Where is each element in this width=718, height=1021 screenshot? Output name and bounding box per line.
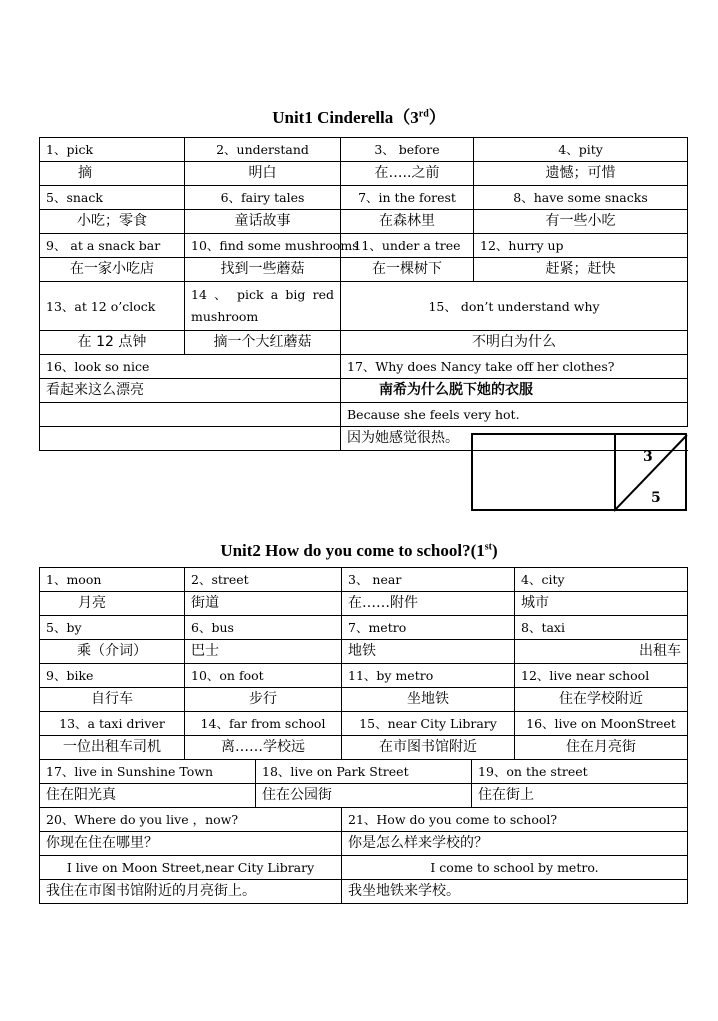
meaning-cell: 住在街上 [472, 784, 688, 808]
unit1-title-text: Unit1 Cinderella（3 [272, 108, 419, 127]
table-row [40, 760, 688, 784]
table-row [40, 664, 688, 688]
vocab-cell: 12、hurry up [474, 234, 688, 258]
meaning-cell: 在市图书馆附近 [342, 736, 515, 760]
table-row [40, 282, 688, 331]
table-row [40, 210, 688, 234]
meaning-cell: 赶紧；赶快 [474, 258, 688, 282]
meaning-cell: 离……学校远 [185, 736, 342, 760]
vocab-cell: 15、 don’t understand why [341, 282, 688, 331]
meaning-cell: 小吃；零食 [40, 210, 185, 234]
vocab-cell: 17、live in Sunshine Town [40, 760, 256, 784]
meaning-cell: 住在月亮街 [515, 736, 688, 760]
score-denominator: 5 [651, 490, 661, 506]
unit1-title [0, 103, 718, 128]
meaning-cell: 在……附件 [342, 592, 515, 616]
meaning-cell: 摘 [40, 162, 185, 186]
vocab-cell: 6、bus [185, 616, 342, 640]
meaning-cell: 自行车 [40, 688, 185, 712]
vocab-cell: 10、on foot [185, 664, 342, 688]
score-divider [614, 435, 616, 509]
unit1-vocab-table [39, 137, 688, 451]
table-row [40, 736, 688, 760]
meaning-cell: 童话故事 [185, 210, 341, 234]
vocab-cell: 5、by [40, 616, 185, 640]
meaning-cell: 巴士 [185, 640, 342, 664]
sentence-cell: I come to school by metro. [342, 856, 688, 880]
vocab-cell: 1、moon [40, 568, 185, 592]
sentence-cell: Because she feels very hot. [341, 403, 688, 427]
unit2-title-sup: st [484, 541, 492, 553]
empty-cell [40, 427, 341, 451]
table-row [40, 784, 688, 808]
unit2-title [0, 541, 718, 561]
unit2-vocab-table [39, 567, 688, 904]
vocab-cell: 8、taxi [515, 616, 688, 640]
table-row [40, 880, 688, 904]
vocab-cell: 10、find some mushrooms [185, 234, 341, 258]
score-box [471, 433, 687, 511]
table-row [40, 234, 688, 258]
meaning-cell: 出租车 [515, 640, 688, 664]
vocab-cell: 11、by metro [342, 664, 515, 688]
unit1-title-end: ） [428, 108, 446, 127]
meaning-cell: 城市 [515, 592, 688, 616]
meaning-cell: 地铁 [342, 640, 515, 664]
vocab-cell: 4、city [515, 568, 688, 592]
meaning-cell: 街道 [185, 592, 342, 616]
table-row [40, 832, 688, 856]
meaning-cell: 在森林里 [341, 210, 474, 234]
vocab-cell: 4、pity [474, 138, 688, 162]
vocab-cell: 14 、 pick a big red mushroom [185, 282, 341, 331]
meaning-cell: 步行 [185, 688, 342, 712]
vocab-cell: 3、 near [342, 568, 515, 592]
meaning-cell: 在一家小吃店 [40, 258, 185, 282]
meaning-cell: 在 12 点钟 [40, 331, 185, 355]
meaning-cell: 摘一个大红蘑菇 [185, 331, 341, 355]
meaning-cell: 不明白为什么 [341, 331, 688, 355]
sentence-meaning-cell: 你是怎么样来学校的？ [342, 832, 688, 856]
meaning-cell: 住在学校附近 [515, 688, 688, 712]
meaning-cell: 找到一些蘑菇 [185, 258, 341, 282]
table-row [40, 403, 688, 427]
meaning-cell: 乘（介词） [40, 640, 185, 664]
sentence-cell: 20、Where do you live ，now? [40, 808, 342, 832]
table-row [40, 616, 688, 640]
sentence-meaning-cell: 看起来这么漂亮 [40, 379, 341, 403]
vocab-cell: 19、on the street [472, 760, 688, 784]
vocab-cell: 7、in the forest [341, 186, 474, 210]
table-row [40, 138, 688, 162]
table-row [40, 712, 688, 736]
meaning-cell: 住在公园街 [256, 784, 472, 808]
meaning-cell: 一位出租车司机 [40, 736, 185, 760]
unit2-title-end: ) [492, 541, 498, 560]
vocab-cell: 2、street [185, 568, 342, 592]
table-row [40, 592, 688, 616]
empty-cell [40, 403, 341, 427]
vocab-cell: 9、bike [40, 664, 185, 688]
vocab-cell: 12、live near school [515, 664, 688, 688]
table-row [40, 162, 688, 186]
meaning-cell: 住在阳光真 [40, 784, 256, 808]
vocab-cell: 18、live on Park Street [256, 760, 472, 784]
sentence-meaning-cell: 我住在市图书馆附近的月亮街上。 [40, 880, 342, 904]
table-row [40, 258, 688, 282]
meaning-cell: 坐地铁 [342, 688, 515, 712]
vocab-cell: 2、understand [185, 138, 341, 162]
table-row [40, 379, 688, 403]
vocab-cell: 16、live on MoonStreet [515, 712, 688, 736]
meaning-cell: 明白 [185, 162, 341, 186]
sentence-meaning-cell: 南希为什么脱下她的衣服 [341, 379, 688, 403]
meaning-cell: 有一些小吃 [474, 210, 688, 234]
vocab-cell: 11、under a tree [341, 234, 474, 258]
unit2-title-text: Unit2 How do you come to school?(1 [220, 541, 485, 560]
vocab-cell: 14、far from school [185, 712, 342, 736]
vocab-cell: 13、a taxi driver [40, 712, 185, 736]
vocab-cell: 5、snack [40, 186, 185, 210]
sentence-meaning-cell: 你现在住在哪里？ [40, 832, 342, 856]
table-row [40, 331, 688, 355]
vocab-cell: 9、 at a snack bar [40, 234, 185, 258]
unit1-title-sup: rd [418, 108, 429, 120]
table-row [40, 856, 688, 880]
table-row [40, 808, 688, 832]
vocab-cell: 8、have some snacks [474, 186, 688, 210]
vocab-cell: 3、 before [341, 138, 474, 162]
vocab-cell: 13、at 12 o’clock [40, 282, 185, 331]
score-numerator: 3 [643, 449, 653, 465]
table-row [40, 186, 688, 210]
vocab-cell: 6、fairy tales [185, 186, 341, 210]
sentence-cell: I live on Moon Street,near City Library [40, 856, 342, 880]
table-row [40, 640, 688, 664]
sentence-cell: 17、Why does Nancy take off her clothes? [341, 355, 688, 379]
meaning-cell: 月亮 [40, 592, 185, 616]
meaning-cell: 在…..之前 [341, 162, 474, 186]
sentence-meaning-cell: 我坐地铁来学校。 [342, 880, 688, 904]
sentence-cell: 16、look so nice [40, 355, 341, 379]
vocab-cell: 7、metro [342, 616, 515, 640]
table-row [40, 568, 688, 592]
vocab-cell: 15、near City Library [342, 712, 515, 736]
sentence-meaning-cell: 因为她感觉很热。 [341, 427, 688, 451]
meaning-cell: 遗憾；可惜 [474, 162, 688, 186]
meaning-cell: 在一棵树下 [341, 258, 474, 282]
sentence-cell: 21、How do you come to school? [342, 808, 688, 832]
table-row [40, 688, 688, 712]
vocab-cell: 1、pick [40, 138, 185, 162]
table-row [40, 355, 688, 379]
